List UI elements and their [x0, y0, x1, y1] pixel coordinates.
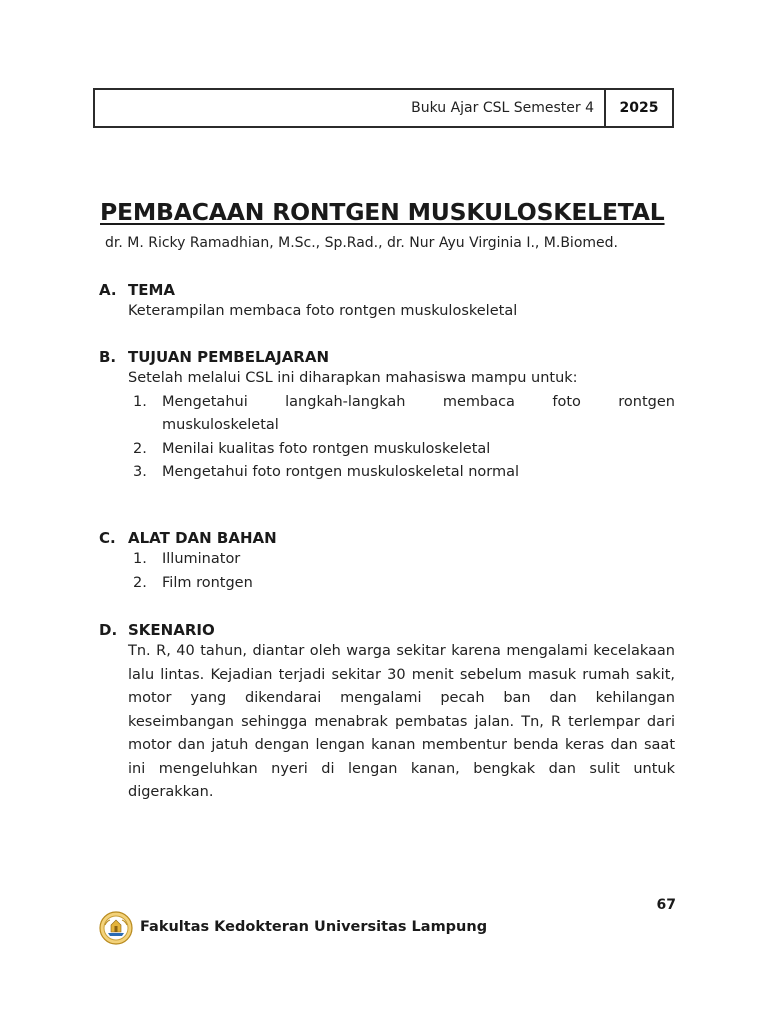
header-year: 2025	[619, 100, 659, 116]
section-heading	[99, 280, 675, 300]
section-title: ALAT DAN BAHAN	[128, 529, 277, 547]
section-alat-bahan	[99, 528, 675, 595]
section-body	[128, 367, 675, 485]
list-text	[162, 391, 675, 438]
list-item	[133, 461, 675, 485]
objectives-list	[133, 391, 675, 485]
list-number: 1.	[133, 393, 147, 410]
section-title: TEMA	[128, 281, 176, 299]
section-tema	[99, 280, 675, 324]
list-number: 2.	[133, 440, 147, 457]
section-letter: A.	[99, 281, 117, 299]
page-number: 67	[656, 897, 676, 913]
footer-institution: Fakultas Kedokteran Universitas Lampung	[140, 919, 488, 935]
section-title: SKENARIO	[128, 621, 215, 639]
section-letter: C.	[99, 529, 116, 547]
list-item	[133, 391, 675, 438]
list-text: Film rontgen	[162, 574, 253, 591]
section-text: Keterampilan membaca foto rontgen muskuloskeletal	[128, 303, 518, 319]
section-tujuan	[99, 347, 675, 485]
list-text: Illuminator	[162, 551, 241, 567]
university-seal-icon	[99, 911, 133, 945]
list-item	[133, 572, 675, 596]
section-heading	[99, 347, 675, 367]
list-number: 2.	[133, 574, 147, 591]
list-text-line: muskuloskeletal	[162, 417, 279, 433]
list-text-line: Mengetahui langkah-langkah membaca foto rontgen	[162, 393, 675, 410]
page-title: PEMBACAAN RONTGEN MUSKULOSKELETAL	[100, 198, 665, 226]
section-title: TUJUAN PEMBELAJARAN	[128, 348, 330, 366]
materials-list	[133, 548, 675, 595]
authors: dr. M. Ricky Ramadhian, M.Sc., Sp.Rad., dr. Nur Ayu Virginia I., M.Biomed.	[105, 235, 618, 251]
section-letter: B.	[99, 348, 117, 366]
scenario-paragraph: Tn. R, 40 tahun, diantar oleh warga sekitar karena mengalami kecelakaan lalu lintas. Kejadian terjadi sekitar 30 menit sebelum masuk rumah sakit, motor yang dikendarai mengalami pecah ban dan kehilangan keseimbangan sehingga menabrak pembatas jalan. Tn, R terlempar dari motor dan jatuh dengan lengan kanan membentur benda keras dan saat ini mengeluhkan nyeri di lengan kanan, bengkak dan sulit untuk digerakkan.	[128, 643, 675, 800]
section-intro: Setelah melalui CSL ini diharapkan mahasiswa mampu untuk:	[128, 370, 578, 386]
list-text: Mengetahui foto rontgen muskuloskeletal normal	[162, 464, 520, 480]
book-title: Buku Ajar CSL Semester 4	[95, 90, 606, 126]
section-heading	[99, 528, 675, 548]
list-item	[133, 548, 675, 572]
section-heading	[99, 620, 675, 640]
list-text: Menilai kualitas foto rontgen muskuloskeletal	[162, 440, 491, 457]
page-header	[93, 88, 674, 128]
list-number: 3.	[133, 464, 147, 480]
section-body	[128, 548, 675, 595]
list-item	[133, 438, 675, 462]
list-number: 1.	[133, 551, 147, 567]
section-letter: D.	[99, 621, 118, 639]
section-skenario	[99, 620, 675, 805]
